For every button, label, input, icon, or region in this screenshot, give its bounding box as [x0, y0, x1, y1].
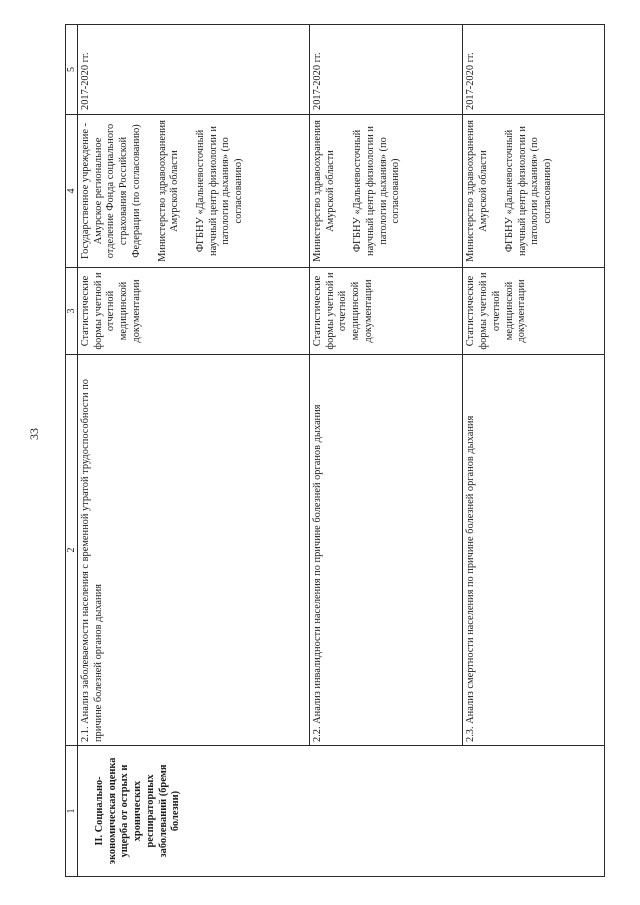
- program-table: [65, 24, 605, 877]
- executor: ФГБНУ «Дальневосточный научный центр физиологии и патологии дыхания» (по согласованию): [194, 126, 245, 256]
- column-number: 1: [66, 746, 78, 877]
- period-cell: 2017-2020 гг.: [78, 25, 310, 115]
- activity-cell: 2.2. Анализ инвалидности населения по причине болезней органов дыхания: [309, 355, 463, 746]
- column-number-row: [66, 25, 78, 877]
- column-number: 2: [66, 355, 78, 746]
- source-cell: Статистические формы учетной и отчетной медицинской документации: [463, 268, 605, 355]
- activity-cell: 2.1. Анализ заболеваемости населения с временной утратой трудоспособности по причине болезней органов дыхания: [78, 355, 310, 746]
- executors-cell: [463, 115, 605, 268]
- page-number: 33: [27, 428, 41, 440]
- column-number: 4: [66, 115, 78, 268]
- program-table-rotated: [65, 30, 605, 877]
- executor: Министерство здравоохранения Амурской области: [311, 120, 336, 262]
- section-cell: [78, 746, 605, 877]
- executor: ФГБНУ «Дальневосточный научный центр физиологии и патологии дыхания» (по согласованию): [352, 126, 402, 256]
- section-title: II. Социально-экономическая оценка ущерба от острых и хронических респираторных заболеваний (бремя болезни): [94, 757, 182, 865]
- activity-cell: 2.3. Анализ смертности населения по причине болезней органов дыхания: [463, 355, 605, 746]
- executor: Министерство здравоохранения Амурской области: [465, 120, 490, 262]
- period-cell: 2017-2020 гг.: [463, 25, 605, 115]
- column-number: 5: [66, 25, 78, 115]
- source-cell: Статистические формы учетной и отчетной медицинской документации: [309, 268, 463, 355]
- executor: Государственное учреждение - Амурское региональное отделение Фонда социального страхования Российской Федерации (по согласованию): [80, 123, 142, 260]
- period-cell: 2017-2020 гг.: [309, 25, 463, 115]
- executors-cell: [78, 115, 310, 268]
- executor: Министерство здравоохранения Амурской области: [156, 120, 181, 262]
- executor: ФГБНУ «Дальневосточный научный центр физиологии и патологии дыхания» (по согласованию): [503, 126, 553, 256]
- executors-cell: [309, 115, 463, 268]
- table-row: [78, 25, 310, 877]
- column-number: 3: [66, 268, 78, 355]
- source-cell: Статистические формы учетной и отчетной медицинской документации: [78, 268, 310, 355]
